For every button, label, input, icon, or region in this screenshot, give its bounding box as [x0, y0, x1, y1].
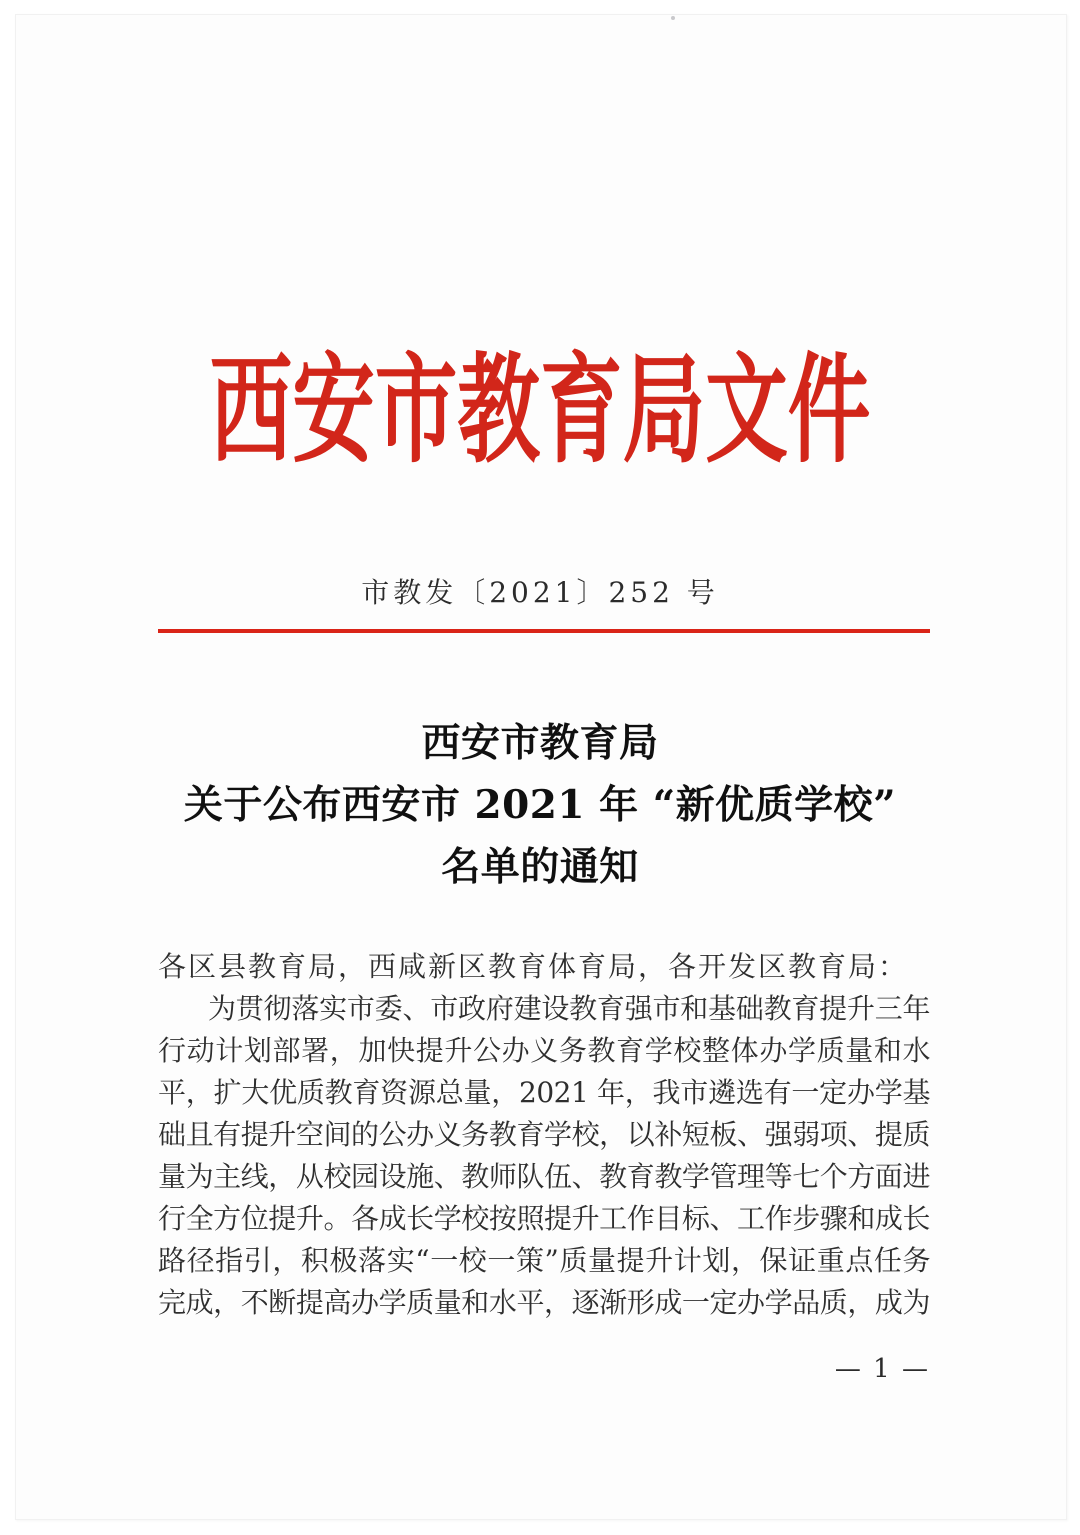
salutation-line: 各区县教育局，西咸新区教育体育局，各开发区教育局： — [158, 950, 909, 983]
page-number: — 1 — — [834, 1354, 930, 1384]
scan-artifact-speck — [671, 16, 675, 20]
body-line-6: 行全方位提升。各成长学校按照提升工作目标、工作步骤和成长 — [158, 1202, 930, 1235]
notice-title-line-3: 名单的通知 — [441, 844, 639, 890]
body-line-3: 平，扩大优质教育资源总量，2021 年，我市遴选有一定办学基 — [158, 1076, 930, 1109]
body-line-8: 完成，不断提高办学质量和水平，逐渐形成一定办学品质，成为 — [158, 1286, 930, 1319]
notice-title-line-2: 关于公布西安市 2021 年 “新优质学校” — [183, 782, 897, 828]
body-line-1: 为贯彻落实市委、市政府建设教育强市和基础教育提升三年 — [208, 992, 930, 1025]
red-divider-line — [158, 629, 930, 633]
document-number: 市教发〔2021〕252 号 — [361, 576, 719, 609]
notice-title-line-1: 西安市教育局 — [421, 720, 659, 766]
document-body — [158, 946, 930, 1324]
agency-header-title: 西安市教育局文件 — [209, 340, 871, 479]
body-line-7: 路径指引，积极落实“一校一策”质量提升计划，保证重点任务 — [158, 1244, 930, 1277]
body-line-4: 础且有提升空间的公办义务教育学校，以补短板、强弱项、提质 — [158, 1118, 930, 1151]
notice-title — [0, 712, 1080, 898]
body-line-5: 量为主线，从校园设施、教师队伍、教育教学管理等七个方面进 — [158, 1160, 930, 1193]
body-line-2: 行动计划部署，加快提升公办义务教育学校整体办学质量和水 — [158, 1034, 930, 1067]
